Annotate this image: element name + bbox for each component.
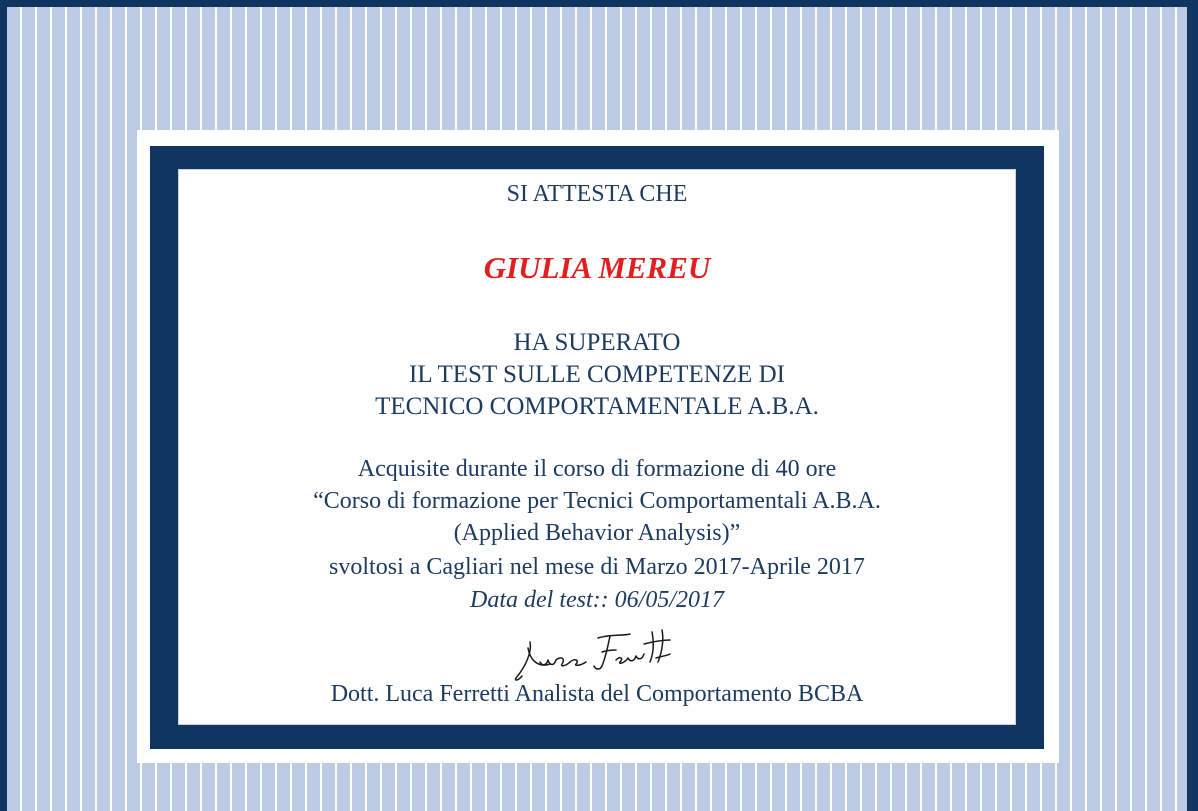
intro-text: SI ATTESTA CHE	[506, 181, 688, 207]
signer-name: Dott. Luca Ferretti Analista del Comportamento BCBA	[330, 681, 864, 707]
recipient-name: GIULIA MEREU	[483, 250, 711, 285]
course-line-4: svoltosi a Cagliari nel mese di Marzo 2017-Aprile 2017	[329, 554, 865, 580]
passed-line-3: TECNICO COMPORTAMENTALE A.B.A.	[375, 393, 819, 420]
course-line-2: “Corso di formazione per Tecnici Comportamentali A.B.A.	[313, 488, 881, 514]
passed-line-1: HA SUPERATO	[513, 329, 681, 356]
passed-line-2: IL TEST SULLE COMPETENZE DI	[409, 361, 785, 388]
test-date: Data del test:: 06/05/2017	[470, 587, 724, 613]
course-line-1: Acquisite durante il corso di formazione di 40 ore	[357, 456, 837, 482]
certificate-paper	[178, 169, 1016, 725]
course-line-3: (Applied Behavior Analysis)”	[453, 520, 741, 546]
handwritten-signature	[510, 628, 682, 684]
